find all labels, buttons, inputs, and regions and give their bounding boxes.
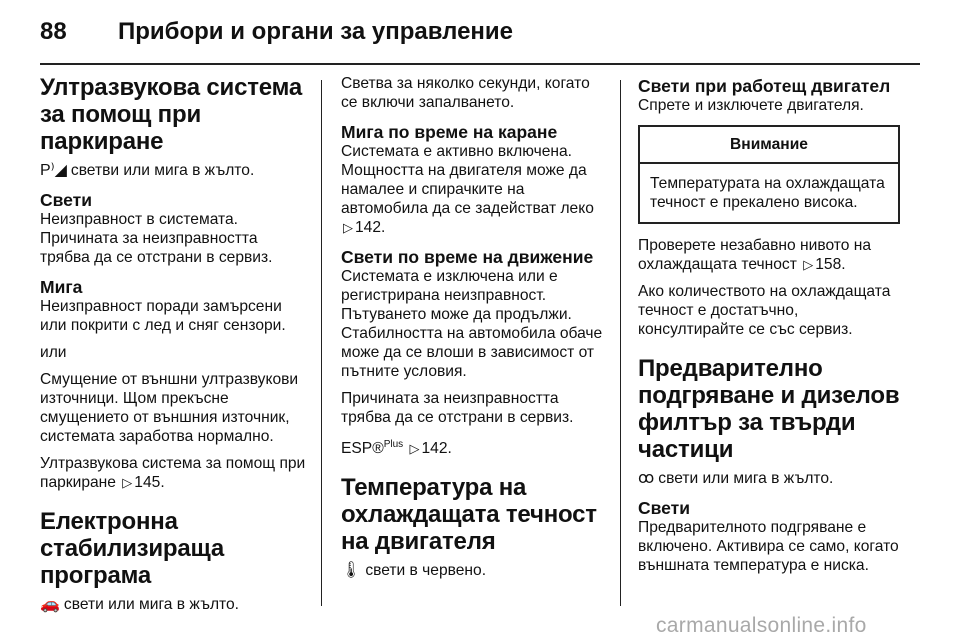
paragraph-or: или bbox=[40, 344, 67, 361]
ref-text: Системата е активно включена. Мощността на двигателя може да намалее и спирачките на автомобила да се задействат леко bbox=[341, 143, 594, 217]
column-2 bbox=[341, 74, 609, 588]
ref-text: Проверете незабавно нивото на охлаждащата течност bbox=[638, 237, 872, 273]
glow-intro bbox=[638, 469, 900, 488]
ref-page: 145. bbox=[134, 474, 165, 491]
warning-title: Внимание bbox=[640, 127, 898, 164]
page-number: 88 bbox=[40, 18, 67, 45]
page-reference-arrow-icon: ▷ bbox=[409, 441, 420, 457]
paragraph: Системата е изключена или е регистрирана неизправност. Пътуването може да продължи. Стабилността на автомобила обаче може да се влоши в зависимост от пътните условия. bbox=[341, 268, 603, 380]
subheading-svetii-2: Свети bbox=[638, 498, 690, 518]
esc-intro bbox=[40, 595, 308, 614]
coolant-temperature-icon: 🌡 bbox=[341, 562, 362, 580]
paragraph: Спрете и изключете двигателя. bbox=[638, 97, 864, 114]
paragraph: Неизправност поради замърсени или покрити с лед и сняг сензори. bbox=[40, 298, 286, 334]
warning-box bbox=[638, 125, 900, 224]
subheading-miga: Мига bbox=[40, 277, 83, 297]
paragraph: Неизправност в системата. Причината за неизправността трябва да се отстрани в сервиз. bbox=[40, 211, 273, 266]
column-3 bbox=[638, 74, 900, 583]
section-title-esc: Електронна стабилизираща програма bbox=[40, 508, 225, 589]
esp-sup: Plus bbox=[383, 439, 404, 450]
watermark: carmanualsonline.info bbox=[656, 614, 867, 637]
esc-icon: 🚗 bbox=[40, 596, 60, 613]
paragraph: Светва за няколко секунди, когато се включи запалването. bbox=[341, 75, 590, 111]
parking-intro bbox=[40, 161, 308, 180]
column-1 bbox=[40, 74, 308, 622]
glow-plug-icon: ꝏ bbox=[638, 470, 655, 487]
column-divider-2 bbox=[620, 80, 621, 606]
paragraph-ref bbox=[40, 454, 308, 492]
paragraph-ref bbox=[341, 142, 609, 237]
ref-page: 142. bbox=[355, 219, 386, 236]
ref-page: 142. bbox=[421, 440, 452, 458]
paragraph: Ако количеството на охлаждащата течност е достатъчно, консултирайте се със сервиз. bbox=[638, 283, 891, 338]
paragraph-ref bbox=[638, 236, 900, 274]
column-divider-1 bbox=[321, 80, 322, 606]
ref-text: Ултразвукова система за помощ при паркиране bbox=[40, 455, 306, 491]
page-reference-arrow-icon: ▷ bbox=[343, 220, 353, 235]
subheading-blink-driving: Мига по време на каране bbox=[341, 122, 558, 142]
page-reference-arrow-icon: ▷ bbox=[122, 475, 133, 490]
subheading-lit-driving: Свети по време на движение bbox=[341, 247, 594, 267]
subheading-svetii: Свети bbox=[40, 190, 92, 210]
warning-text: Температурата на охлаждащата течност е прекалено висока. bbox=[650, 175, 885, 211]
section-title-parking: Ултразвукова система за помощ при паркиране bbox=[40, 74, 302, 155]
coolant-intro-text: свети в червено. bbox=[365, 562, 487, 580]
parking-intro-text: светви или мига в жълто. bbox=[70, 162, 255, 179]
paragraph: Причината за неизправността трябва да се отстрани в сервиз. bbox=[341, 390, 574, 426]
section-title-coolant: Температура на охлаждащата течност на двигателя bbox=[341, 474, 597, 556]
page-title: Прибори и органи за управление bbox=[118, 18, 514, 45]
page-header bbox=[40, 18, 920, 58]
page-reference-arrow-icon: ▷ bbox=[803, 257, 814, 272]
paragraph: Предварителното подгряване е включено. Активира се само, когато външната температура е ниска. bbox=[638, 519, 899, 574]
subheading-lit-engine: Свети при работещ двигател bbox=[638, 76, 891, 96]
section-title-glow: Предварително подгряване и дизелов филтър за твърди частици bbox=[638, 355, 900, 463]
header-divider bbox=[40, 63, 920, 65]
parking-assist-icon: P⁾◢ bbox=[40, 162, 67, 179]
esc-intro-text: свети или мига в жълто. bbox=[63, 596, 240, 613]
esp-label: ESP® bbox=[341, 440, 384, 458]
ref-page: 158. bbox=[815, 256, 846, 273]
esp-reference bbox=[341, 435, 609, 458]
paragraph: Смущение от външни ултразвукови източници. Щом прекъсне смущението от външния източник, системата заработва нормално. bbox=[40, 371, 299, 445]
glow-intro-text: свети или мига в жълто. bbox=[658, 470, 834, 487]
coolant-intro bbox=[341, 561, 609, 580]
